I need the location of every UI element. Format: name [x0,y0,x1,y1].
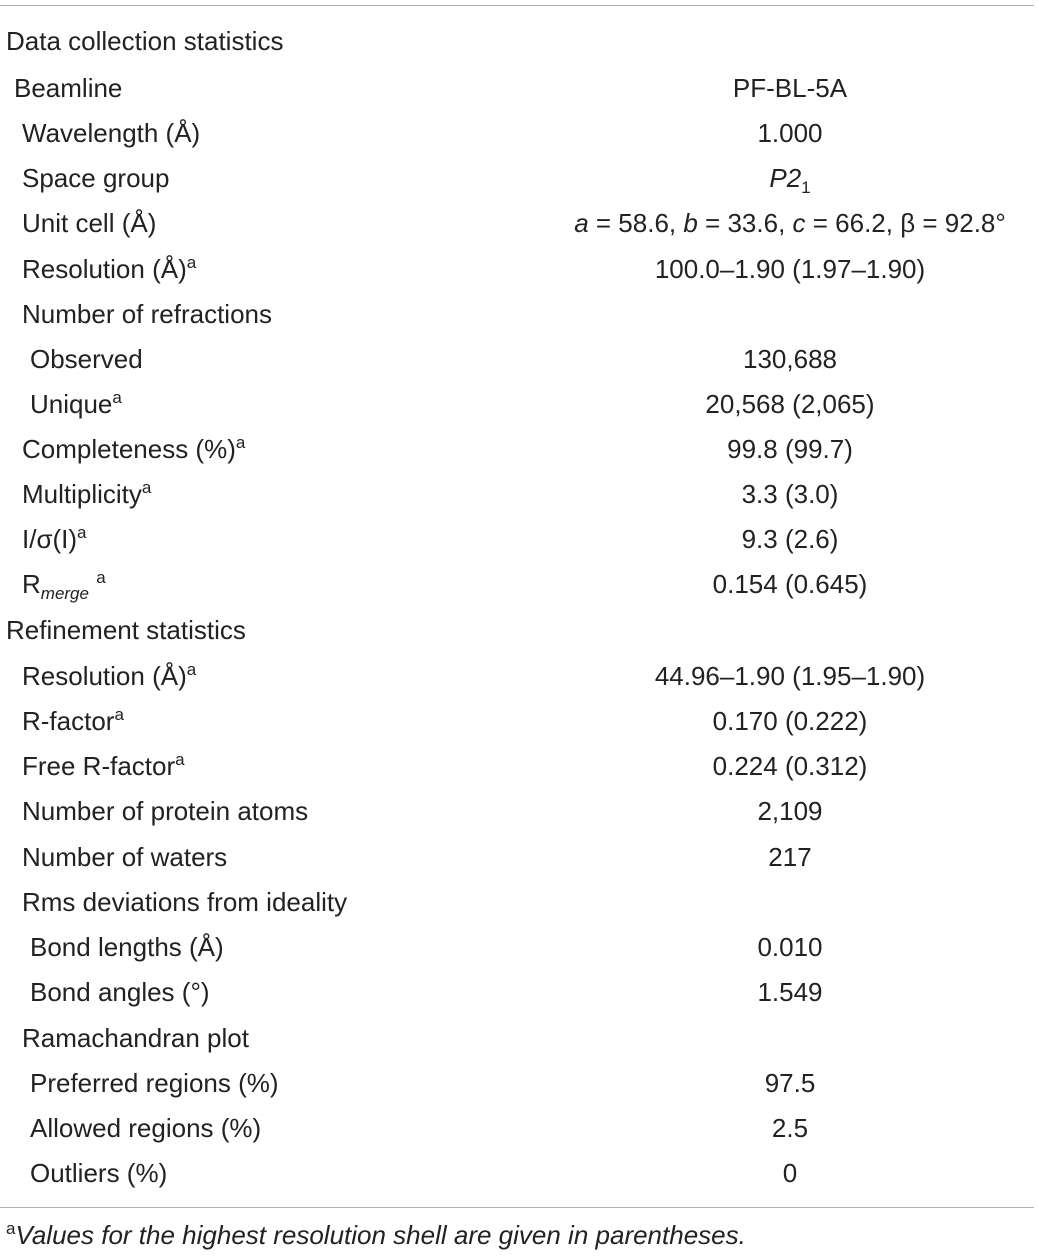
footnote-text: Values for the highest resolution shell are given in parentheses. [15,1220,746,1250]
row-value: 44.96–1.90 (1.95–1.90) [654,661,926,691]
row-bond-lengths [0,925,1034,970]
row-value: 0.224 (0.312) [712,751,868,781]
table-footnote [6,1215,746,1259]
bottom-rule [0,1207,1034,1208]
cell-a-value: = 58.6, [588,208,684,238]
row-label: Bond lengths (Å) [30,932,224,962]
row-value: 9.3 (2.6) [741,524,839,554]
row-unique [0,382,1034,427]
row-value: 0.170 (0.222) [712,706,868,736]
row-label: Number of protein atoms [22,796,309,826]
row-label: Rms deviations from ideality [22,887,348,917]
row-resolution-data-collection [0,247,1034,292]
row-label [22,472,151,520]
label-text: I/σ(I) [22,524,78,554]
row-completeness [0,427,1034,472]
label-text: Unique [30,389,113,419]
row-label: Preferred regions (%) [30,1068,279,1098]
row-label [22,427,245,475]
label-text: R [22,569,41,599]
row-value: 1.000 [757,118,823,148]
row-label: Number of waters [22,842,228,872]
row-label [22,744,185,792]
section-data-collection [0,19,1034,64]
row-label [30,382,122,430]
row-value: 0.010 [757,932,823,962]
row-label: Ramachandran plot [22,1023,249,1053]
row-value: 100.0–1.90 (1.97–1.90) [654,254,926,284]
row-label: Unit cell (Å) [22,208,157,238]
row-value: 1.549 [757,977,823,1007]
footnote-marker: a [186,253,197,272]
row-free-r-factor [0,744,1034,789]
row-value: 20,568 (2,065) [705,389,875,419]
cell-c-value: = 66.2, β = 92.8° [805,208,1006,238]
row-space-group [0,156,1034,201]
footnote-marker: a [77,523,87,542]
row-label: Beamline [14,73,123,103]
footnote-marker: a [112,388,122,407]
label-text: Resolution (Å) [22,661,187,691]
footnote-marker: a [96,568,106,587]
row-label [22,699,124,747]
label-subscript: merge [40,584,89,603]
row-resolution-refinement [0,654,1034,699]
row-value: 97.5 [764,1068,816,1098]
row-value: 99.8 (99.7) [727,434,853,464]
cell-b-symbol: b [683,208,698,238]
section-title: Refinement statistics [6,615,246,645]
row-value: 0 [782,1158,798,1188]
label-text: Resolution (Å) [22,254,187,284]
row-label: Number of refractions [22,299,272,329]
row-waters [0,835,1034,880]
cell-c-symbol: c [792,208,806,238]
label-text: Completeness (%) [22,434,236,464]
row-r-factor [0,699,1034,744]
row-multiplicity [0,472,1034,517]
row-number-of-refractions [0,292,1034,337]
row-allowed-regions [0,1106,1034,1151]
row-value: 3.3 (3.0) [741,479,839,509]
footnote-marker: a [141,478,152,497]
row-value: 0.154 (0.645) [712,569,868,599]
row-bond-angles [0,970,1034,1015]
footnote-marker: a [6,1219,16,1238]
row-wavelength [0,111,1034,156]
footnote-marker: a [114,705,124,724]
row-i-sigma [0,517,1034,562]
row-value [545,156,1035,204]
row-outliers [0,1151,1034,1196]
row-label: Wavelength (Å) [22,118,201,148]
row-rmerge [0,562,1034,607]
row-label: Bond angles (°) [30,977,210,1007]
row-preferred-regions [0,1061,1034,1106]
row-rms-deviations [0,880,1034,925]
row-observed [0,337,1034,382]
row-value: PF-BL-5A [732,73,848,103]
row-value: 130,688 [743,344,837,374]
top-rule [0,5,1034,6]
row-label [22,654,196,702]
section-refinement [0,608,1034,653]
footnote-marker: a [235,433,246,452]
row-beamline [0,66,1034,111]
footnote-marker: a [186,660,197,679]
footnote-marker: a [175,750,185,769]
row-ramachandran [0,1016,1034,1061]
row-value [545,201,1035,246]
section-title: Data collection statistics [6,26,284,56]
row-value: 2,109 [757,796,823,826]
row-value: 2.5 [771,1113,809,1143]
cell-b-value: = 33.6, [697,208,793,238]
row-protein-atoms [0,789,1034,834]
row-unit-cell [0,201,1034,246]
label-text: Free R-factor [22,751,176,781]
label-text: R-factor [22,706,115,736]
space-group-symbol: P2 [769,163,802,193]
label-text: Multiplicity [22,479,142,509]
row-label: Outliers (%) [30,1158,168,1188]
row-label: Allowed regions (%) [30,1113,262,1143]
row-label: Observed [30,344,143,374]
cell-a-symbol: a [574,208,589,238]
row-label: Space group [22,163,170,193]
row-label [22,562,106,610]
row-label [22,247,196,295]
space-group-subscript: 1 [801,178,811,197]
row-label [22,517,87,565]
row-value: 217 [768,842,812,872]
